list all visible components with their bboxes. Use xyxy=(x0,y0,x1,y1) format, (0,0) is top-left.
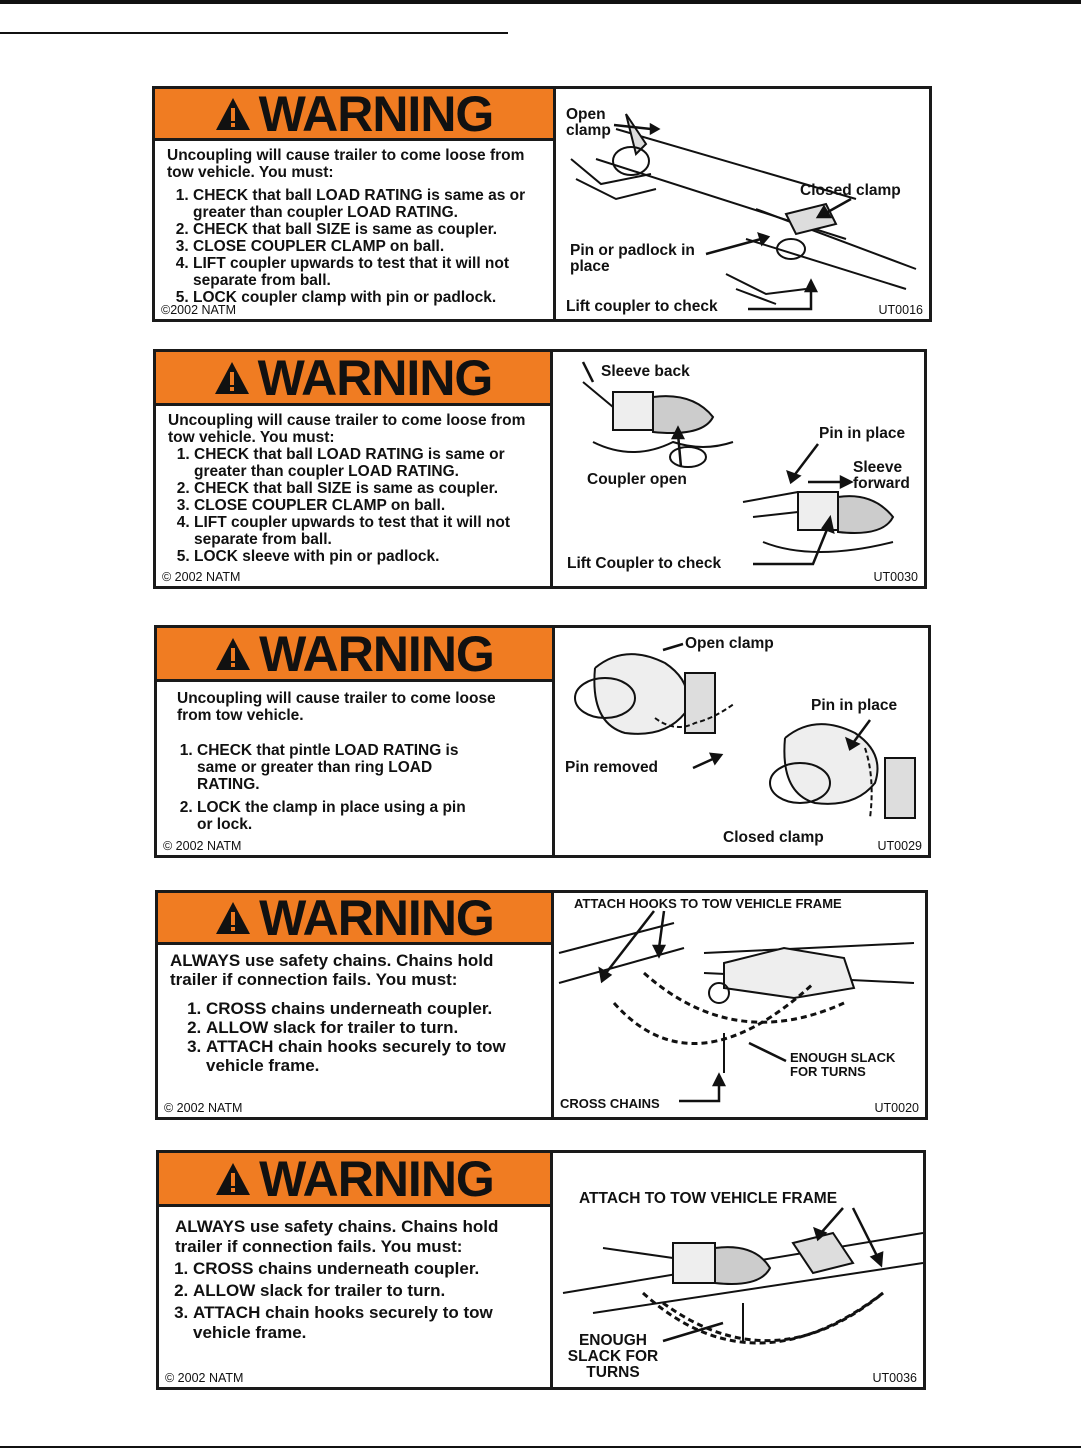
warning-label-ut0030 xyxy=(153,349,927,589)
chains-diagram xyxy=(554,893,925,1117)
callout-lift-check: Lift Coupler to check xyxy=(567,555,722,572)
copyright: © 2002 NATM xyxy=(165,1371,244,1385)
intro-text: ALWAYS use safety chains. Chains hold trailer if connection fails. You must: xyxy=(170,951,494,989)
step-item: 1. CROSS chains underneath coupler. xyxy=(193,1259,540,1279)
warning-label-ut0036 xyxy=(156,1150,926,1390)
warning-banner xyxy=(157,625,552,682)
warning-text-panel xyxy=(156,349,553,586)
warning-text-panel xyxy=(155,85,556,319)
steps-list xyxy=(175,1259,540,1343)
warning-title: WARNING xyxy=(259,1150,494,1207)
callout-cross-chains: CROSS CHAINS xyxy=(560,1096,660,1111)
warning-banner xyxy=(155,85,553,142)
top-rule xyxy=(0,0,1081,4)
callout-attach-hooks: ATTACH HOOKS TO TOW VEHICLE FRAME xyxy=(574,896,842,911)
callout-pin-in-place: Pin in place xyxy=(819,425,906,442)
pintle-diagram xyxy=(555,628,928,855)
step-item: 2. ALLOW slack for trailer to turn. xyxy=(206,1018,541,1037)
step-item: 3. ATTACH chain hooks securely to tow vehicle frame. xyxy=(193,1303,540,1343)
warning-title: WARNING xyxy=(258,85,494,142)
callout-open-clamp: Open clamp xyxy=(685,635,774,652)
step-item: 1. CHECK that pintle LOAD RATING is same or greater than ring LOAD RATING. xyxy=(197,742,477,793)
callout-sleeve-forward: Sleeve forward xyxy=(853,459,910,492)
warning-label-ut0020 xyxy=(155,890,928,1120)
label-code: UT0029 xyxy=(877,839,922,853)
callout-open-clamp: Open clamp xyxy=(566,106,611,139)
warning-title: WARNING xyxy=(259,625,494,682)
warning-banner xyxy=(158,889,551,946)
warning-triangle-icon xyxy=(215,1162,251,1196)
intro-text: Uncoupling will cause trailer to come loose from tow vehicle. xyxy=(177,690,496,724)
safety-chain-illustration xyxy=(554,893,925,1117)
warning-label-ut0016 xyxy=(152,86,932,322)
label-code: UT0030 xyxy=(873,570,918,584)
step-item: 2. ALLOW slack for trailer to turn. xyxy=(193,1281,540,1301)
warning-banner xyxy=(159,1150,550,1207)
callout-enough-slack: ENOUGH SLACK FOR TURNS xyxy=(567,1332,659,1381)
intro-text: ALWAYS use safety chains. Chains hold trailer if connection fails. You must: xyxy=(175,1217,499,1256)
label-code: UT0020 xyxy=(874,1101,919,1115)
footer-rule xyxy=(0,1446,1081,1448)
header-underline xyxy=(0,32,508,34)
warning-triangle-icon xyxy=(214,361,250,395)
coupler-diagram xyxy=(556,89,929,319)
warning-title: WARNING xyxy=(259,889,494,946)
steps-list xyxy=(167,187,543,306)
intro-text: Uncoupling will cause trailer to come loose from tow vehicle. You must: xyxy=(168,412,526,446)
step-item: 3. ATTACH chain hooks securely to tow vehicle frame. xyxy=(206,1037,541,1075)
warning-text-panel xyxy=(158,889,554,1117)
callout-pin-in-place: Pin in place xyxy=(811,697,898,714)
step-item: 4. LIFT coupler upwards to test that it will not separate from ball. xyxy=(193,255,543,289)
step-item: 2. LOCK the clamp in place using a pin or lock. xyxy=(197,799,477,833)
copyright: © 2002 NATM xyxy=(162,570,241,584)
callout-pin-removed: Pin removed xyxy=(565,759,659,776)
callout-closed-clamp: Closed clamp xyxy=(723,829,824,846)
step-item: 4. LIFT coupler upwards to test that it will not separate from ball. xyxy=(194,514,540,548)
warning-triangle-icon xyxy=(215,97,251,131)
step-item: 2. CHECK that ball SIZE is same as coupler. xyxy=(194,480,540,497)
intro-text: Uncoupling will cause trailer to come loose from tow vehicle. You must: xyxy=(167,147,525,181)
step-item: 2. CHECK that ball SIZE is same as coupler. xyxy=(193,221,543,238)
warning-banner xyxy=(156,349,550,406)
callout-lift-check: Lift coupler to check xyxy=(566,298,718,315)
callout-pin-in-place: Pin or padlock in place xyxy=(570,242,695,275)
copyright: © 2002 NATM xyxy=(164,1101,243,1115)
step-item: 1. CHECK that ball LOAD RATING is same as or greater than coupler LOAD RATING. xyxy=(193,187,543,221)
step-item: 3. CLOSE COUPLER CLAMP on ball. xyxy=(194,497,540,514)
coupler-diagram xyxy=(553,352,924,586)
steps-list xyxy=(177,742,542,833)
step-item: 5. LOCK coupler clamp with pin or padlock. xyxy=(193,289,543,306)
warning-triangle-icon xyxy=(215,637,251,671)
callout-coupler-open: Coupler open xyxy=(587,471,687,488)
warning-text-panel xyxy=(157,625,555,855)
copyright: © 2002 NATM xyxy=(163,839,242,853)
steps-list xyxy=(168,446,540,565)
steps-list xyxy=(170,999,541,1075)
callout-enough-slack: ENOUGH SLACK FOR TURNS xyxy=(790,1050,896,1079)
step-item: 1. CHECK that ball LOAD RATING is same or greater than coupler LOAD RATING. xyxy=(194,446,540,480)
pintle-hook-illustration xyxy=(555,628,928,855)
warning-triangle-icon xyxy=(215,901,251,935)
label-code: UT0036 xyxy=(872,1371,917,1385)
callout-closed-clamp: Closed clamp xyxy=(800,182,901,199)
step-item: 3. CLOSE COUPLER CLAMP on ball. xyxy=(193,238,543,255)
callout-attach-frame: ATTACH TO TOW VEHICLE FRAME xyxy=(579,1190,838,1207)
step-item: 1. CROSS chains underneath coupler. xyxy=(206,999,541,1018)
warning-title: WARNING xyxy=(257,349,493,406)
label-code: UT0016 xyxy=(878,303,923,317)
copyright: ©2002 NATM xyxy=(161,303,236,317)
warning-label-ut0029 xyxy=(154,625,931,858)
step-item: 5. LOCK sleeve with pin or padlock. xyxy=(194,548,540,565)
warning-text-panel xyxy=(159,1150,553,1387)
chains-diagram xyxy=(553,1153,923,1387)
callout-sleeve-back: Sleeve back xyxy=(601,363,690,380)
